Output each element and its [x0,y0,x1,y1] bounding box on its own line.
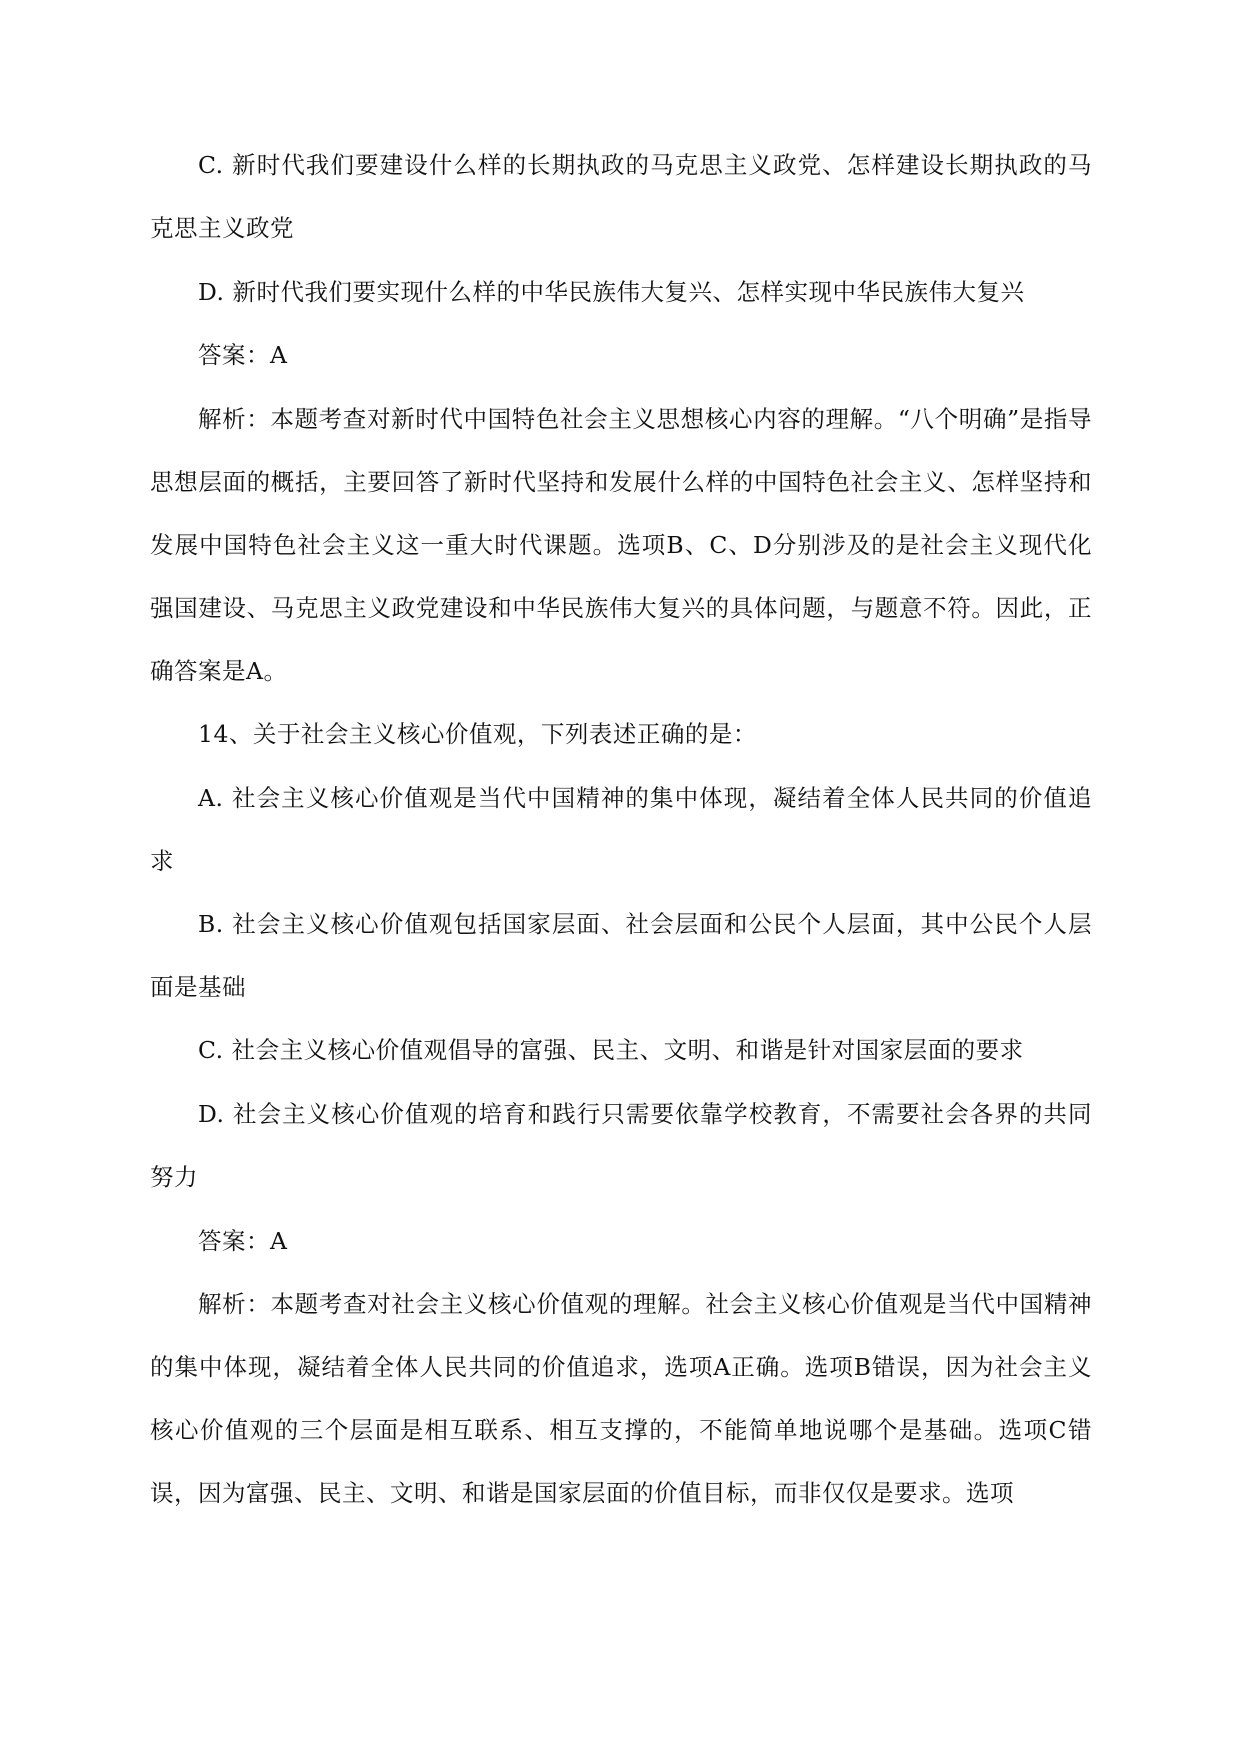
question-14-stem: 14、关于社会主义核心价值观，下列表述正确的是： [198,720,757,748]
question-14-option-d: D. 社会主义核心价值观的培育和践行只需要依靠学校教育，不需要社会各界的共同努力 [150,1100,1092,1191]
question-14-analysis: 解析：本题考查对社会主义核心价值观的理解。社会主义核心价值观是当代中国精神的集中体现，凝结着全体人民共同的价值追求，选项A正确。选项B错误，因为社会主义核心价值观的三个层面是相互联系、相互支撑的，不能简单地说哪个是基础。选项C错误，因为富强、民主、文明、和谐是国家层面的价值目标，而非仅仅是要求。选项 [150,1290,1092,1507]
analysis-prev-question: 解析：本题考查对新时代中国特色社会主义思想核心内容的理解。“八个明确”是指导思想层面的概括，主要回答了新时代坚持和发展什么样的中国特色社会主义、怎样坚持和发展中国特色社会主义这一重大时代课题。选项B、C、D分别涉及的是社会主义现代化强国建设、马克思主义政党建设和中华民族伟大复兴的具体问题，与题意不符。因此，正确答案是A。 [150,405,1092,685]
question-14-option-a: A. 社会主义核心价值观是当代中国精神的集中体现，凝结着全体人民共同的价值追求 [150,784,1092,875]
answer-prev-question: 答案：A [198,341,288,369]
question-14-option-b: B. 社会主义核心价值观包括国家层面、社会层面和公民个人层面，其中公民个人层面是基础 [150,910,1092,1001]
option-d-prev-question: D. 新时代我们要实现什么样的中华民族伟大复兴、怎样实现中华民族伟大复兴 [198,278,1025,306]
question-14-answer: 答案：A [198,1227,288,1255]
option-c-prev-question: C. 新时代我们要建设什么样的长期执政的马克思主义政党、怎样建设长期执政的马克思主义政党 [150,151,1092,242]
question-14-option-c: C. 社会主义核心价值观倡导的富强、民主、文明、和谐是针对国家层面的要求 [198,1036,1024,1064]
